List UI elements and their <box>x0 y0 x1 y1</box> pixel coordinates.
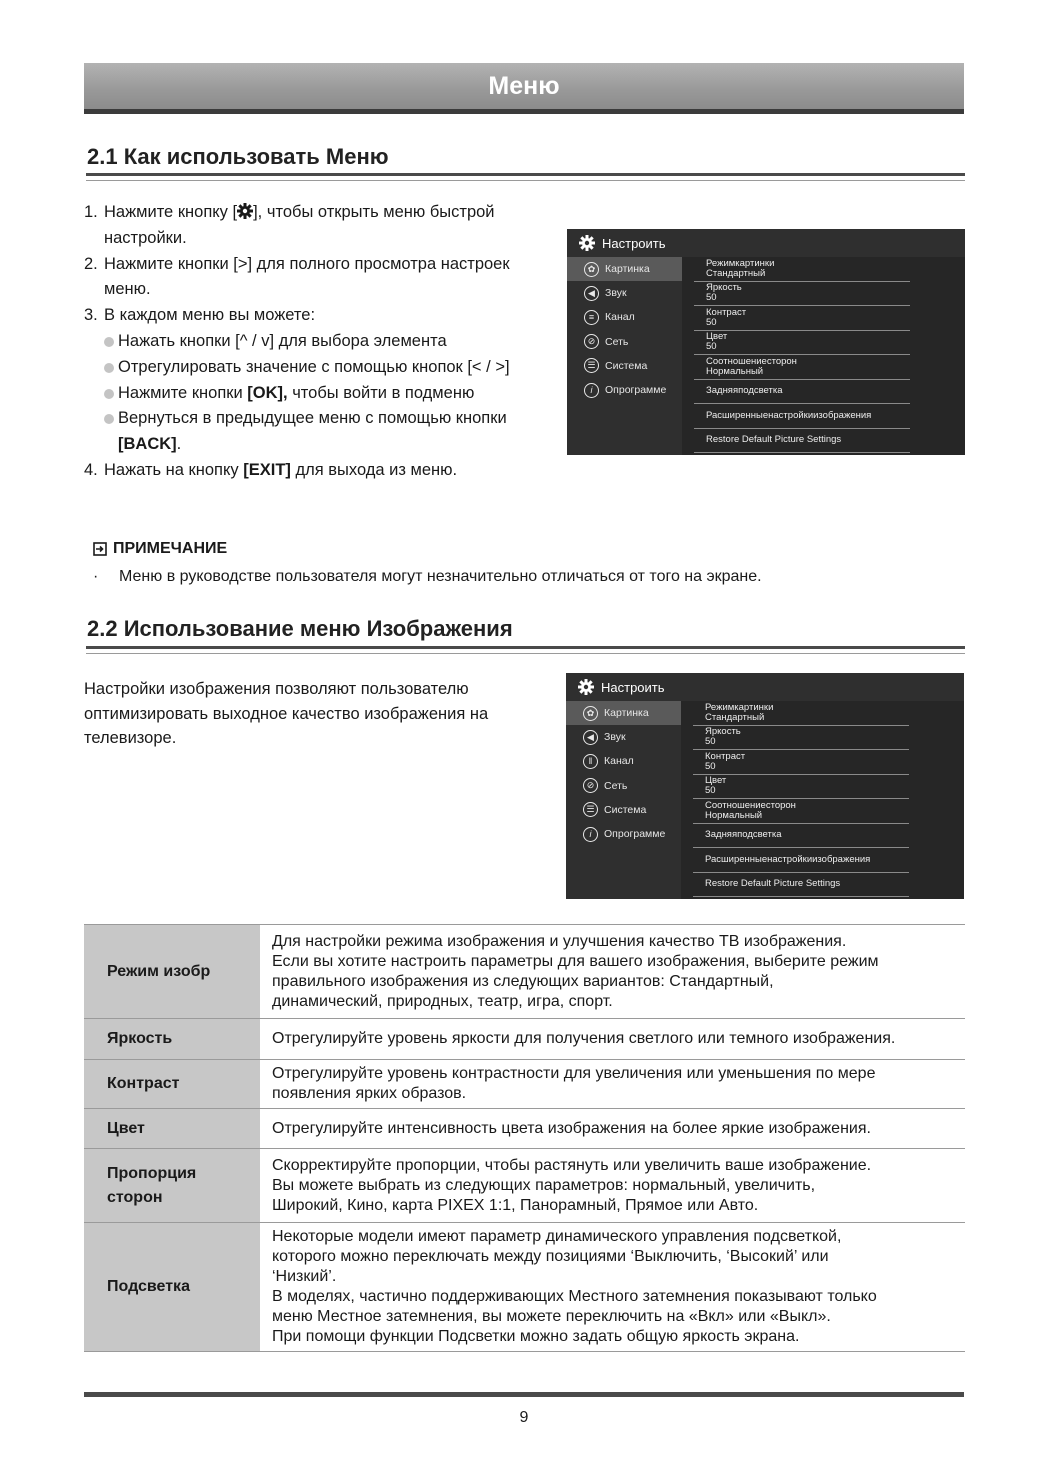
description-line: Если вы хотите настроить параметры для вашего изображения, выберите режим <box>272 952 879 970</box>
description-line: Скорректируйте пропорции, чтобы растянуть или увеличить ваше изображение. <box>272 1156 872 1174</box>
tv-setting-name: Яркость <box>706 282 742 294</box>
tv-menu-item-label: Звук <box>604 731 626 744</box>
tv-setting-brightness[interactable] <box>693 726 909 751</box>
section-1-rule <box>86 173 965 181</box>
tv-setting-name: Цвет <box>706 331 728 343</box>
page-banner-title: Меню <box>488 71 560 100</box>
setting-name-cell <box>84 1223 260 1352</box>
gear-icon <box>237 203 253 219</box>
tv-setting-value: 50 <box>705 785 716 797</box>
tv-setting-name: Цвет <box>705 775 727 787</box>
tv-menu-title-bar <box>566 673 964 702</box>
tv-menu-item-label: Опрограмме <box>604 828 666 841</box>
step-text: настройки. <box>104 228 187 247</box>
step-text: меню. <box>104 280 151 299</box>
description-line: динамический, природных, театр, игра, спорт. <box>272 992 613 1010</box>
tv-setting-value: Стандартный <box>705 711 765 723</box>
description-line: правильного изображения из следующих вариантов: Стандартный, <box>272 972 774 990</box>
tv-setting-advanced[interactable] <box>693 848 909 873</box>
tv-menu-item-system[interactable] <box>567 354 682 378</box>
setting-description-cell <box>260 1149 965 1223</box>
tv-setting-name: Задняяподсветка <box>705 829 782 841</box>
tv-menu-item-label: Опрограмме <box>605 384 667 397</box>
note-bullet: · <box>93 568 99 585</box>
tv-setting-name: Restore Default Picture Settings <box>706 434 842 446</box>
system-icon: ☰ <box>583 802 598 817</box>
description-line: Для настройки режима изображения и улучшения качество ТВ изображения. <box>272 932 847 950</box>
tv-setting-backlight[interactable] <box>693 824 909 849</box>
step-text: для выхода из меню. <box>290 460 458 479</box>
section-2-rule <box>86 646 965 654</box>
note-heading <box>93 540 227 558</box>
step-text: Нажать на кнопку <box>104 460 244 479</box>
tv-setting-restore-defaults[interactable] <box>694 429 910 454</box>
tv-setting-aspect-ratio[interactable] <box>693 799 909 824</box>
tv-setting-color[interactable] <box>694 331 910 356</box>
description-line: меню Местное затемнения, вы можете переключить на «Вкл» или «Выкл». <box>272 1308 831 1325</box>
tv-menu-categories <box>566 701 681 899</box>
sub-step <box>84 329 564 355</box>
tv-menu-title: Настроить <box>602 235 666 251</box>
tv-menu-item-label: Сеть <box>605 335 629 348</box>
bullet-dot-icon <box>104 389 114 399</box>
system-icon: ☰ <box>584 358 599 373</box>
tv-menu-settings <box>682 257 965 455</box>
setting-name: Пропорция <box>107 1164 197 1182</box>
gear-icon <box>579 235 595 251</box>
tv-menu-item-label: Звук <box>605 287 627 300</box>
channel-icon: ≡ <box>584 310 599 325</box>
tv-setting-aspect-ratio[interactable] <box>694 355 910 380</box>
step-text: ], чтобы открыть меню быстрой <box>253 203 495 221</box>
tv-setting-restore-defaults[interactable] <box>693 873 909 898</box>
description-line: Отрегулируйте уровень контрастности для увеличения или уменьшения по мере <box>272 1065 876 1082</box>
channel-icon: ‖ <box>583 754 598 769</box>
info-icon: i <box>584 383 599 398</box>
tv-setting-name: Соотношениесторон <box>706 355 797 367</box>
tv-setting-value: 50 <box>706 292 717 304</box>
tv-setting-value: 50 <box>706 316 717 328</box>
tv-setting-name: Контраст <box>705 750 746 762</box>
tv-setting-contrast[interactable] <box>693 750 909 775</box>
network-icon: ⊘ <box>584 334 599 349</box>
description-line: Отрегулируйте интенсивность цвета изображения на более яркие изображения. <box>272 1119 871 1137</box>
tv-setting-value: Нормальный <box>706 365 764 377</box>
sub-step <box>84 406 564 458</box>
tv-setting-value: Нормальный <box>705 809 763 821</box>
setting-name-cell <box>84 1060 260 1109</box>
step-2 <box>84 252 564 304</box>
tv-menu-item-about[interactable] <box>566 822 681 846</box>
setting-description-cell <box>260 1109 965 1149</box>
tv-menu-item-label: Картинка <box>604 707 649 720</box>
instructions-list <box>84 200 564 484</box>
description-line: Вы можете выбрать из следующих параметров: нормальный, увеличить, <box>272 1176 816 1194</box>
tv-menu-item-label: Система <box>605 359 648 372</box>
sub-step-text: Нажать кнопки [^ / v] для выбора элемента <box>118 331 447 350</box>
network-icon: ⊘ <box>583 778 598 793</box>
step-number: 2. <box>84 254 98 273</box>
sub-step-text: . <box>176 435 182 454</box>
tv-setting-name: Соотношениесторон <box>705 799 796 811</box>
bullet-dot-icon <box>104 337 114 347</box>
tv-setting-brightness[interactable] <box>694 282 910 307</box>
setting-description-cell <box>260 1223 965 1352</box>
table-row <box>84 1109 965 1149</box>
picture-settings-table <box>84 924 965 1352</box>
setting-description-cell <box>260 925 965 1019</box>
tv-setting-value: 50 <box>706 341 717 353</box>
description-line: которого можно переключать между позициями ‘Выключить, ‘Высокий’ или <box>272 1248 829 1265</box>
tv-setting-picture-mode[interactable] <box>693 701 909 726</box>
tv-setting-name: Расширенныенастройкиизображения <box>705 853 871 865</box>
info-icon: i <box>583 827 598 842</box>
tv-setting-value: 50 <box>705 736 716 748</box>
page-banner <box>84 63 964 114</box>
table-row <box>84 1223 965 1352</box>
tv-menu-item-channel[interactable] <box>566 749 681 773</box>
setting-name-cell <box>84 1109 260 1149</box>
note-body <box>93 568 762 586</box>
tv-menu-item-picture[interactable] <box>566 701 681 725</box>
tv-setting-value: 50 <box>705 760 716 772</box>
sub-step <box>84 355 564 381</box>
step-number: 4. <box>84 460 98 479</box>
step-3 <box>84 303 564 329</box>
tv-setting-name: Яркость <box>705 726 741 738</box>
tv-menu-item-about[interactable] <box>567 378 682 402</box>
note-text: Меню в руководстве пользователя могут незначительно отличаться от того на экране. <box>119 568 762 585</box>
tv-setting-contrast[interactable] <box>694 306 910 331</box>
gear-icon <box>578 679 594 695</box>
description-line: Широкий, Кино, карта PIXEX 1:1, Панорамный, Прямое или Авто. <box>272 1196 759 1214</box>
speaker-icon: ◀ <box>583 730 598 745</box>
description-line: ‘Низкий’. <box>272 1268 337 1285</box>
intro-line: телевизоре. <box>84 729 177 747</box>
setting-name: Цвет <box>107 1119 145 1137</box>
bullet-dot-icon <box>104 363 114 373</box>
table-row <box>84 1019 965 1060</box>
setting-name: Режим изобр <box>107 962 211 980</box>
picture-icon: ✿ <box>583 706 598 721</box>
table-row <box>84 1149 965 1223</box>
footer-rule <box>84 1392 964 1397</box>
tv-setting-advanced[interactable] <box>694 404 910 429</box>
setting-name-cell <box>84 1019 260 1060</box>
tv-setting-name: Режимкартинки <box>706 257 775 269</box>
picture-icon: ✿ <box>584 262 599 277</box>
step-text: Нажмите кнопку [ <box>104 203 238 221</box>
note-heading-text: ПРИМЕЧАНИЕ <box>113 540 228 557</box>
sub-step-text: чтобы войти в подменю <box>287 383 475 402</box>
setting-description-cell <box>260 1019 965 1060</box>
key-label: [EXIT] <box>243 460 291 479</box>
description-line: появления ярких образов. <box>272 1085 467 1102</box>
tv-menu-item-label: Канал <box>605 311 635 324</box>
tv-menu-item-picture[interactable] <box>567 257 682 281</box>
tv-menu-item-sound[interactable] <box>566 725 681 749</box>
speaker-icon: ◀ <box>584 286 599 301</box>
tv-menu-item-network[interactable] <box>567 330 682 354</box>
page-number: 9 <box>519 1409 529 1426</box>
step-number: 1. <box>84 203 98 221</box>
tv-menu-screenshot <box>567 229 965 455</box>
tv-setting-backlight[interactable] <box>694 380 910 405</box>
setting-name-cell <box>84 925 260 1019</box>
tv-menu-title-bar <box>567 229 965 258</box>
intro-line: оптимизировать выходное качество изображения на <box>84 704 489 723</box>
tv-menu-settings <box>681 701 964 899</box>
section-2-heading: 2.2 Использование меню Изображения <box>87 616 513 641</box>
sub-step-text: Нажмите кнопки <box>118 383 248 402</box>
tv-setting-name: Задняяподсветка <box>706 385 783 397</box>
step-1 <box>84 200 564 252</box>
tv-setting-picture-mode[interactable] <box>694 257 910 282</box>
step-text: В каждом меню вы можете: <box>104 306 316 325</box>
tv-menu-item-sound[interactable] <box>567 281 682 305</box>
tv-menu-item-network[interactable] <box>566 774 681 798</box>
description-line: При помощи функции Подсветки можно задать общую яркость экрана. <box>272 1328 800 1345</box>
tv-menu-item-label: Картинка <box>605 263 650 276</box>
table-row <box>84 1060 965 1109</box>
note-icon <box>93 542 107 556</box>
tv-menu-title: Настроить <box>601 679 665 695</box>
setting-description-cell <box>260 1060 965 1109</box>
tv-setting-name: Расширенныенастройкиизображения <box>706 409 872 421</box>
key-label: [OK], <box>247 383 288 402</box>
tv-setting-name: Контраст <box>706 306 747 318</box>
tv-menu-item-channel[interactable] <box>567 305 682 329</box>
sub-step <box>84 381 564 407</box>
tv-menu-item-label: Сеть <box>604 779 628 792</box>
sub-step-text: Отрегулировать значение с помощью кнопок [< / >] <box>118 357 510 376</box>
step-4 <box>84 458 564 484</box>
tv-setting-name: Режимкартинки <box>705 701 774 713</box>
section-2-intro <box>84 677 554 751</box>
tv-menu-item-system[interactable] <box>566 798 681 822</box>
key-label: [BACK] <box>118 435 177 454</box>
tv-menu-item-label: Канал <box>604 755 634 768</box>
bullet-dot-icon <box>104 414 114 424</box>
setting-name: сторон <box>107 1188 163 1206</box>
tv-setting-name: Restore Default Picture Settings <box>705 878 841 890</box>
setting-name: Подсветка <box>107 1278 190 1295</box>
description-line: В моделях, частично поддерживающих Местного затемнения показывают только <box>272 1288 877 1305</box>
section-1-heading: 2.1 Как использовать Меню <box>87 144 389 169</box>
setting-name-cell <box>84 1149 260 1223</box>
setting-name: Яркость <box>107 1030 173 1047</box>
tv-setting-value: Стандартный <box>706 267 766 279</box>
tv-menu-categories <box>567 257 682 455</box>
table-row <box>84 925 965 1019</box>
intro-line: Настройки изображения позволяют пользователю <box>84 680 469 698</box>
step-text: Нажмите кнопки [>] для полного просмотра настроек <box>104 254 510 273</box>
step-number: 3. <box>84 306 98 325</box>
tv-setting-color[interactable] <box>693 775 909 800</box>
sub-step-text: Вернуться в предыдущее меню с помощью кнопки <box>118 409 507 428</box>
description-line: Отрегулируйте уровень яркости для получения светлого или темного изображения. <box>272 1030 896 1047</box>
description-line: Некоторые модели имеют параметр динамического управления подсветкой, <box>272 1228 842 1245</box>
setting-name: Контраст <box>107 1075 180 1092</box>
tv-menu-item-label: Система <box>604 803 647 816</box>
tv-menu-screenshot <box>566 673 964 899</box>
